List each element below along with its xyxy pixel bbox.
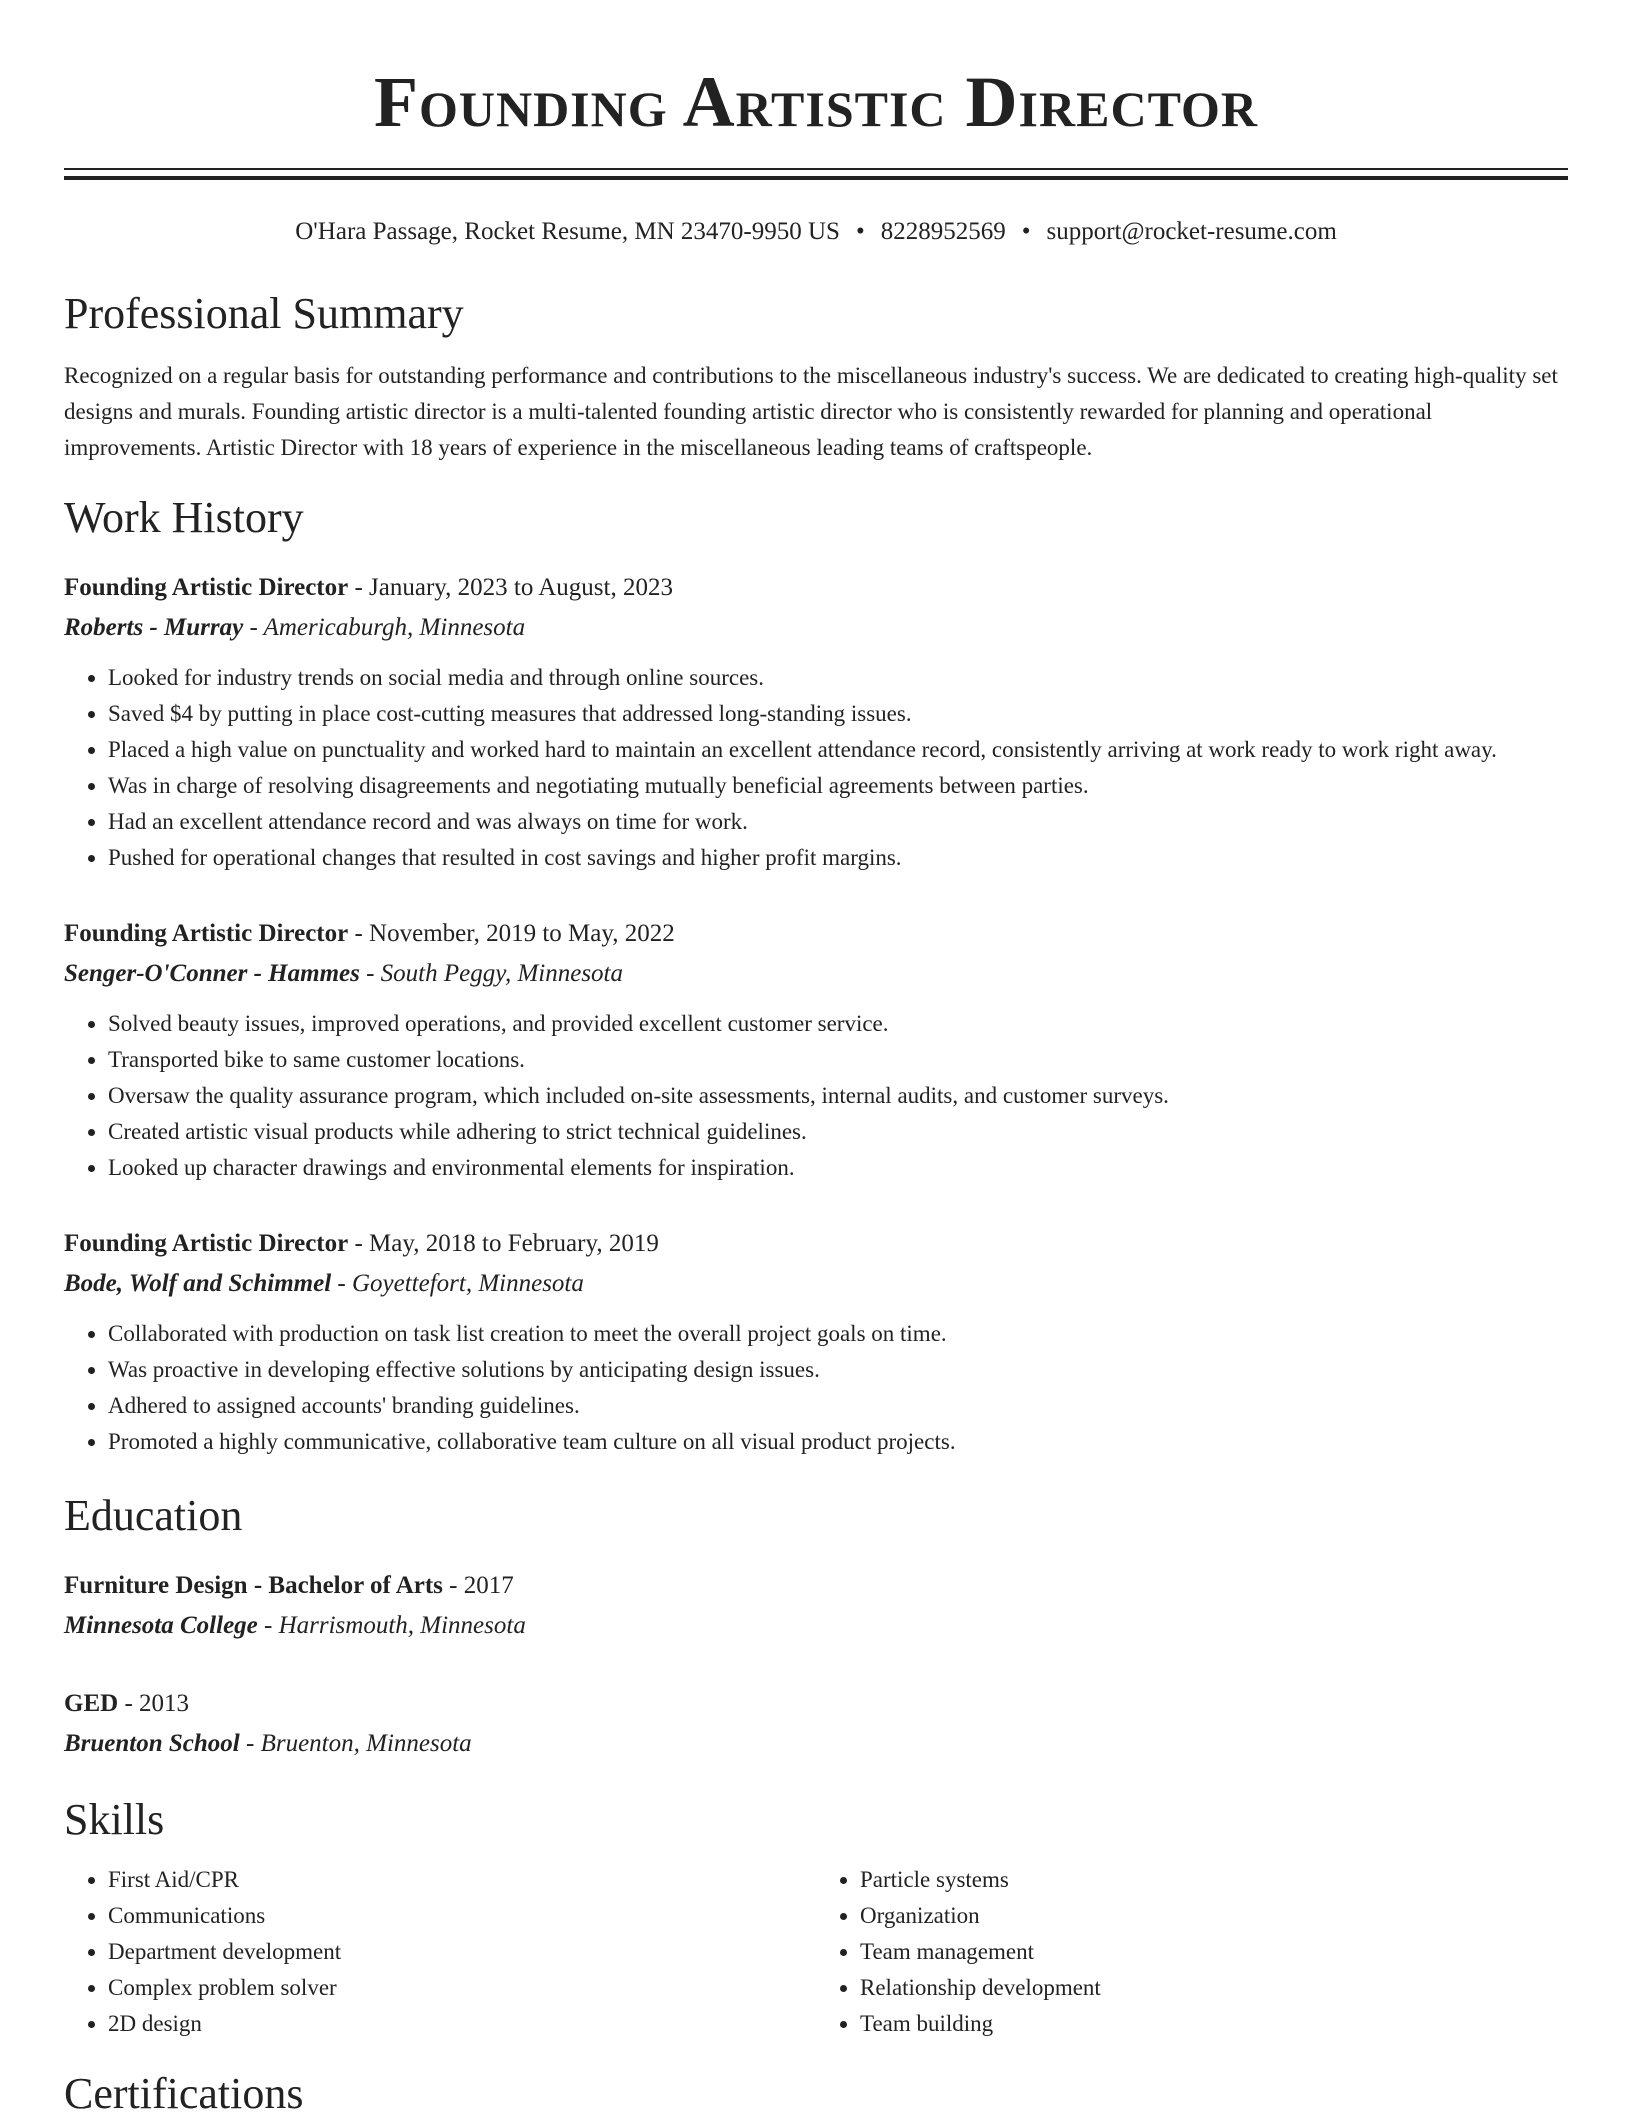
job-bullet: • Looked up character drawings and environmental elements for inspiration.: [108, 1150, 1568, 1186]
skill-item: • Communications: [108, 1898, 816, 1934]
skill-item: • Department development: [108, 1934, 816, 1970]
job-bullet: • Was proactive in developing effective solutions by anticipating design issues.: [108, 1352, 1568, 1388]
job-bullet: • Saved $4 by putting in place cost-cutting measures that addressed long-standing issues.: [108, 696, 1568, 732]
job-bullets: [64, 1006, 1568, 1186]
job-location: - Goyettefort, Minnesota: [331, 1270, 584, 1297]
education-degree: Furniture Design - Bachelor of Arts: [64, 1572, 443, 1599]
job-company-line: [64, 954, 1568, 994]
skill-item: • 2D design: [108, 2006, 816, 2042]
job-company-line: [64, 608, 1568, 648]
skill-item: • First Aid/CPR: [108, 1862, 816, 1898]
skill-item: • Team management: [860, 1934, 1568, 1970]
certifications-heading: Certifications: [64, 2069, 304, 2118]
job-company: Roberts - Murray: [64, 614, 244, 641]
job-role: Founding Artistic Director: [64, 574, 349, 601]
skills-heading: Skills: [64, 1795, 165, 1844]
education-degree-line: [64, 1566, 1568, 1606]
education-school-line: [64, 1724, 1568, 1764]
contact-email[interactable]: support@rocket-resume.com: [1046, 218, 1337, 245]
job-company: Bode, Wolf and Schimmel: [64, 1270, 332, 1297]
skill-item: • Organization: [860, 1898, 1568, 1934]
education-entry: [64, 1566, 1568, 1646]
title-divider: [64, 168, 1568, 180]
job-role: Founding Artistic Director: [64, 920, 349, 947]
skills-column-right: [816, 1862, 1568, 2042]
education-entry: [64, 1684, 1568, 1764]
job-bullet: • Transported bike to same customer locations.: [108, 1042, 1568, 1078]
job-location: - South Peggy, Minnesota: [359, 960, 624, 987]
skills-column-left: [64, 1862, 816, 2042]
skills-list: [64, 1862, 1568, 2042]
job-company-line: [64, 1264, 1568, 1304]
work-history-heading: Work History: [64, 493, 304, 542]
job-bullet: • Had an excellent attendance record and was always on time for work.: [108, 804, 1568, 840]
summary-heading: Professional Summary: [64, 289, 464, 338]
job-bullet: • Created artistic visual products while adhering to strict technical guidelines.: [108, 1114, 1568, 1150]
job-role: Founding Artistic Director: [64, 1230, 349, 1257]
job-title-line: [64, 568, 1568, 608]
contact-separator: •: [855, 218, 865, 245]
education-degree: GED: [64, 1690, 119, 1717]
education-location: - Harrismouth, Minnesota: [257, 1612, 526, 1639]
job-title-line: [64, 914, 1568, 954]
job-entry: [64, 568, 1568, 876]
job-entry: [64, 914, 1568, 1186]
skill-item: • Team building: [860, 2006, 1568, 2042]
job-company: Senger-O'Conner - Hammes: [64, 960, 360, 987]
resume-page: [64, 0, 1568, 2120]
education-heading: Education: [64, 1491, 243, 1540]
job-bullet: • Looked for industry trends on social media and through online sources.: [108, 660, 1568, 696]
job-dates: - November, 2019 to May, 2022: [348, 920, 675, 947]
job-entry: [64, 1224, 1568, 1460]
education-year: - 2017: [442, 1572, 514, 1599]
job-bullet: • Promoted a highly communicative, collaborative team culture on all visual product projects.: [108, 1424, 1568, 1460]
education-school: Bruenton School: [64, 1730, 240, 1757]
education-school-line: [64, 1606, 1568, 1646]
job-dates: - May, 2018 to February, 2019: [348, 1230, 659, 1257]
contact-phone: 8228952569: [880, 218, 1006, 245]
skill-item: • Particle systems: [860, 1862, 1568, 1898]
job-bullet: • Collaborated with production on task list creation to meet the overall project goals on time.: [108, 1316, 1568, 1352]
skill-item: • Relationship development: [860, 1970, 1568, 2006]
contact-address: O'Hara Passage, Rocket Resume, MN 23470-9950 US: [295, 218, 840, 245]
education-location: - Bruenton, Minnesota: [239, 1730, 472, 1757]
job-dates: - January, 2023 to August, 2023: [348, 574, 673, 601]
job-bullets: [64, 1316, 1568, 1460]
summary-text: Recognized on a regular basis for outstanding performance and contributions to the miscellaneous industry's success. We are dedicated to creating high-quality set designs and murals. Founding artistic director is a multi-talented founding artistic director who is consistently rewarded for planning and operational improvements. Artistic Director with 18 years of experience in the miscellaneous leading teams of craftspeople.: [64, 363, 1558, 460]
contact-separator: •: [1021, 218, 1031, 245]
job-bullet: • Solved beauty issues, improved operations, and provided excellent customer service.: [108, 1006, 1568, 1042]
job-bullet: • Pushed for operational changes that resulted in cost savings and higher profit margins.: [108, 840, 1568, 876]
resume-title: Founding Artistic Director: [373, 62, 1259, 142]
job-title-line: [64, 1224, 1568, 1264]
job-bullet: • Adhered to assigned accounts' branding guidelines.: [108, 1388, 1568, 1424]
skill-item: • Complex problem solver: [108, 1970, 816, 2006]
job-bullets: [64, 660, 1568, 876]
contact-line: [64, 216, 1568, 248]
job-bullet: • Oversaw the quality assurance program, which included on-site assessments, internal audits, and customer surveys.: [108, 1078, 1568, 1114]
job-location: - Americaburgh, Minnesota: [243, 614, 526, 641]
education-school: Minnesota College: [64, 1612, 258, 1639]
education-year: - 2013: [118, 1690, 190, 1717]
job-bullet: • Placed a high value on punctuality and worked hard to maintain an excellent attendance record, consistently arriving at work ready to work right away.: [108, 732, 1568, 768]
job-bullet: • Was in charge of resolving disagreements and negotiating mutually beneficial agreements between parties.: [108, 768, 1568, 804]
education-degree-line: [64, 1684, 1568, 1724]
